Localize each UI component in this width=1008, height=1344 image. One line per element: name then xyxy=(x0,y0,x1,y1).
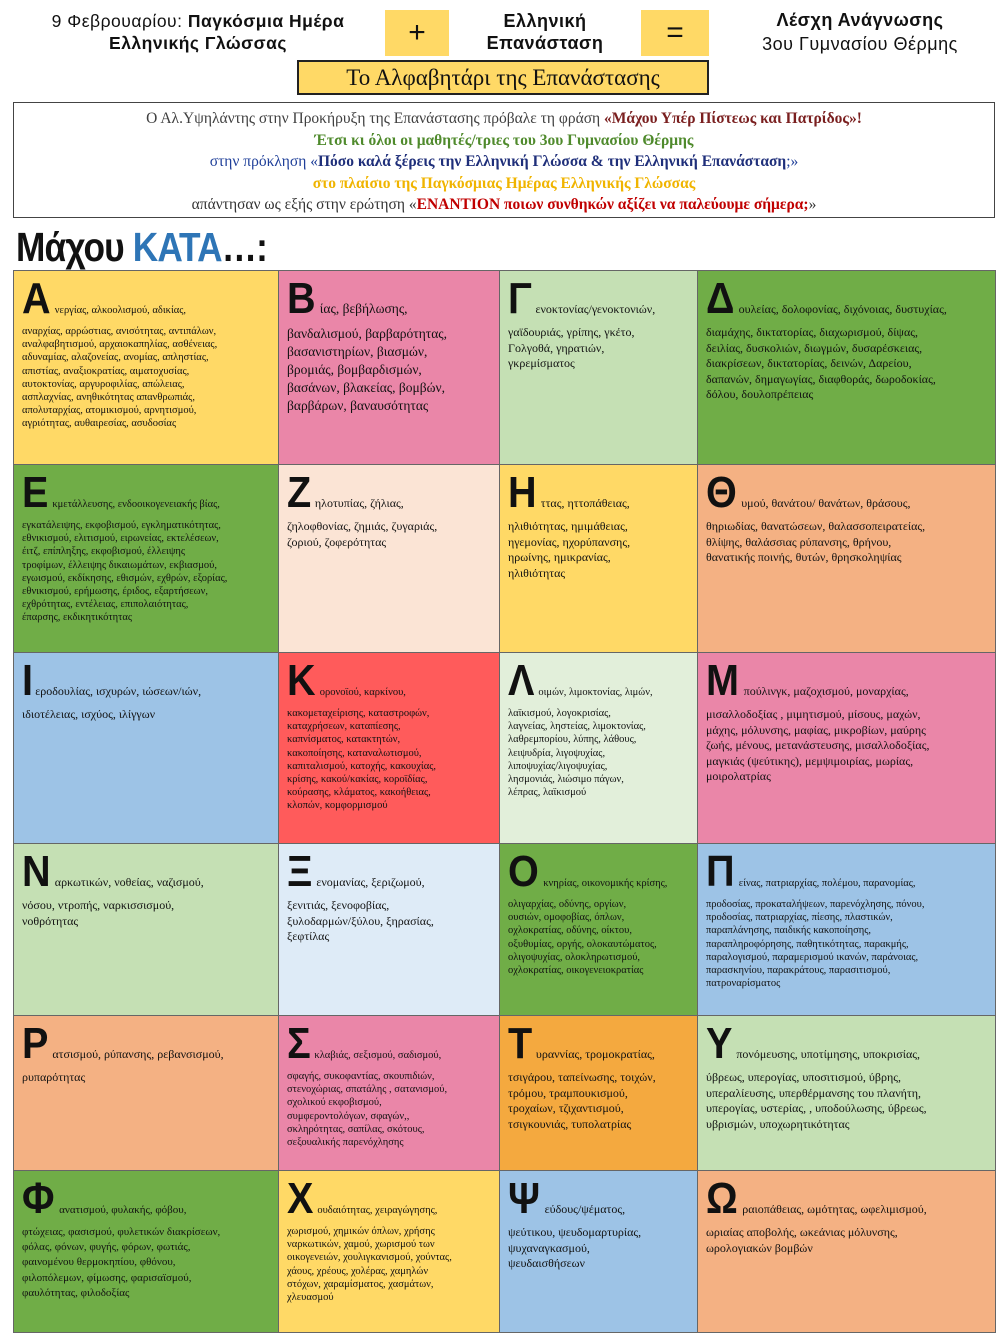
word-line: υβρισμών, υποχωρητικότητας xyxy=(706,1116,850,1131)
first-word: ουλείας, δολοφονίας, διχόνοιας, δυστυχίας, xyxy=(738,302,947,316)
letter-cell-head xyxy=(287,656,493,705)
letter-cell-head xyxy=(508,1019,691,1068)
word-line: καπνίσματος, κατακτητών, xyxy=(287,734,401,746)
first-word: νεργίας, αλκοολισμού, αδικίας, xyxy=(54,305,187,316)
word-list xyxy=(706,1225,989,1256)
word-line: φαυλότητας, φιλοδοξίας xyxy=(22,1286,130,1299)
first-word: κμετάλλευσης, ενδοοικογενειακής βίας, xyxy=(52,499,220,510)
word-line: ξυλοδαρμών/ξύλου, ξηρασίας, xyxy=(287,913,434,928)
letter-cell-head xyxy=(287,847,493,896)
letter-cell-head xyxy=(508,468,691,517)
initial-letter: Μ xyxy=(706,656,739,705)
initial-letter: Ι xyxy=(22,656,34,705)
first-word: είνας, πατριαρχίας, πολέμου, παρανομίας, xyxy=(738,878,916,889)
letter-cell xyxy=(14,271,279,465)
letter-cell xyxy=(14,465,279,653)
first-word: ίας, βεβήλωσης, xyxy=(319,301,408,316)
word-line: γκρεμίσματος xyxy=(508,356,575,371)
word-line: κακομεταχείρισης, καταστροφών, xyxy=(287,708,430,719)
word-list xyxy=(22,519,272,625)
initial-letter: Φ xyxy=(22,1174,55,1223)
first-word: ανατισμού, φυλακής, φόβου, xyxy=(59,1204,187,1216)
word-line: ηλιθιότητας, ημιμάθειας, xyxy=(508,519,628,533)
intro-line-1: Ο Αλ.Υψηλάντης στην Προκήρυξη της Επανάστασης πρόβαλε τη φράση «Μάχου Υπέρ Πίστεως και Πατρίδος»! xyxy=(146,110,862,127)
word-list xyxy=(508,1225,691,1272)
word-line: φαινομένου θερμοκηπίου, φθόνου, xyxy=(22,1256,176,1269)
word-list xyxy=(706,519,989,566)
letter-cell xyxy=(14,844,279,1016)
intro-line-3: στην πρόκληση «Πόσο καλά ξέρεις την Ελληνική Γλώσσα & την Ελληνική Επανάσταση;» xyxy=(209,153,799,170)
letter-cell-head xyxy=(287,468,493,517)
letter-cell-head xyxy=(508,274,691,323)
header-club: Λέσχη Ανάγνωσης xyxy=(776,10,944,30)
word-line: παραλογισμού, παραμερισμού ικανών, παράνοιας, xyxy=(706,951,919,963)
initial-letter: Ο xyxy=(508,847,539,896)
letter-cell-head xyxy=(706,1174,989,1223)
word-line: τσιγκουνιάς, τυπολατρίας xyxy=(508,1116,632,1131)
word-line: ηγεμονίας, ηχορύπανσης, xyxy=(508,534,631,549)
word-line: βασάνων, βλακείας, βομβών, xyxy=(287,380,445,395)
word-line: θλίψης, θαλάσσιας ρύπανσης, θρήνου, xyxy=(706,534,892,549)
initial-letter: Σ xyxy=(287,1019,311,1068)
word-line: λαϊκισμού, λογοκρισίας, xyxy=(508,708,611,719)
word-line: θηριωδίας, θανατώσεων, θαλασσοπειρατείας, xyxy=(706,519,926,533)
word-line: κούρασης, κλάματος, κακοήθειας, xyxy=(287,787,431,799)
first-word: κλαβιάς, σεξισμού, σαδισμού, xyxy=(314,1050,442,1061)
letter-cell-head xyxy=(706,1019,989,1068)
initial-letter: Λ xyxy=(508,656,535,705)
first-word: οιμών, λιμοκτονίας, λιμών, xyxy=(538,687,653,698)
word-line: μαγκιάς (ψεύτικης), μεμψιμοιρίας, μωρίας, xyxy=(706,753,914,768)
initial-letter: Ξ xyxy=(287,847,313,896)
word-line: εγκατάλειψης, εκφοβισμού, εγκληματικότητας, xyxy=(22,520,221,531)
initial-letter: Α xyxy=(22,274,51,323)
word-line: χάους, χρέους, χολέρας, χαμηλών xyxy=(287,1265,429,1277)
letter-cell xyxy=(279,1171,500,1333)
word-line: νοθρότητας xyxy=(22,913,79,928)
initial-letter: Χ xyxy=(287,1174,314,1223)
word-list xyxy=(287,898,493,945)
header-language: Ελληνικής Γλώσσας xyxy=(109,33,287,53)
initial-letter: Θ xyxy=(706,468,737,517)
letter-cell-head xyxy=(22,1019,272,1068)
word-line: αδυναμίας, αλαζονείας, ανομίας, απληστίας, xyxy=(22,352,209,364)
letter-cell xyxy=(279,465,500,653)
word-line: σκληρότητας, σαπίλας, σκότους, xyxy=(287,1123,425,1135)
word-line: κρίσης, κακού/κακίας, κοροϊδίας, xyxy=(287,774,428,786)
word-list xyxy=(706,898,989,990)
letter-cell-head xyxy=(508,656,691,705)
letter-cell xyxy=(500,271,698,465)
letter-cell xyxy=(279,271,500,465)
word-line: κλοπών, κομφορμισμού xyxy=(287,800,388,812)
word-line: παραπληροφόρησης, παθητικότητας, παρακμής, xyxy=(706,938,909,950)
letter-cell xyxy=(698,844,996,1016)
word-line: τρόμου, τραμπουκισμού, xyxy=(508,1085,628,1100)
header-school: 3ου Γυμνασίου Θέρμης xyxy=(762,34,958,54)
word-line: οχλοκρατίας, οικογενειοκρατίας xyxy=(508,965,644,977)
letter-cell-head xyxy=(287,274,493,323)
first-word: ατσισμού, ρύπανσης, ρεβανσισμού, xyxy=(52,1047,224,1061)
word-list xyxy=(287,1225,493,1304)
word-line: αυτοκτονίας, αργυροφιλίας, απώλειας, xyxy=(22,378,185,390)
intro-line-2: Έτσι κι όλοι οι μαθητές/τριες του 3ου Γυμνασίου Θέρμης xyxy=(314,131,694,149)
word-line: σχολικού εκφοβισμού, xyxy=(287,1097,382,1109)
letter-cell xyxy=(14,1016,279,1171)
word-line: λιποψυχίας/λιγοψυχίας, xyxy=(508,760,608,772)
word-list xyxy=(706,707,989,785)
word-line: λειψυδρία, λιγοψυχίας, xyxy=(508,747,606,759)
word-line: λαγνείας, ληστείας, λιμοκτονίας, xyxy=(508,721,646,733)
first-word: κνηρίας, οικονομικής κρίσης, xyxy=(543,878,668,889)
word-line: ιδιοτέλειας, ισχύος, ιλίγγων xyxy=(22,707,156,721)
word-line: ωρολογιακών βομβών xyxy=(706,1240,813,1255)
word-line: ρυπαρότητας xyxy=(22,1070,86,1084)
word-line: καταχρήσεων, καταπίεσης, xyxy=(287,721,401,733)
letter-cell-head xyxy=(22,274,272,323)
letter-cell-head xyxy=(706,468,989,517)
word-line: χλευασμού xyxy=(287,1292,334,1304)
word-line: ξενιτιάς, ξενοφοβίας, xyxy=(287,898,390,912)
word-line: βαρβάρων, βαναυσότητας xyxy=(287,398,429,413)
word-list xyxy=(22,1225,272,1301)
word-list xyxy=(508,519,691,581)
initial-letter: Δ xyxy=(706,274,735,323)
first-word: πονόμευσης, υποτίμησης, υποκρισίας, xyxy=(736,1047,921,1061)
first-word: υμού, θανάτου/ θανάτων, θράσους, xyxy=(741,496,911,510)
word-line: ηλιθιότητας xyxy=(508,565,566,580)
word-line: ζωής, μένους, μετανάστευσης, μισαλλοδοξίας, xyxy=(706,738,930,753)
letter-cell-head xyxy=(508,847,691,896)
initial-letter: Ν xyxy=(22,847,51,896)
header-date: 9 Φεβρουαρίου: xyxy=(51,11,188,31)
word-line: παρασκηνίου, παρακράτους, παρασιτισμού, xyxy=(706,965,891,977)
word-line: ναρκωτικών, χαμού, χωρισμού των xyxy=(287,1239,435,1251)
word-line: έπαρσης, εκδικητικότητας xyxy=(22,612,132,624)
initial-letter: Β xyxy=(287,274,316,323)
letter-cell-head xyxy=(508,1174,691,1223)
first-word: ουδαιότητας, χειραγώγησης, xyxy=(317,1205,438,1216)
word-line: υπερογίας, υστερίας, , υποδούλωσης, ύβρεως, xyxy=(706,1101,927,1116)
word-list xyxy=(508,707,691,799)
header-left xyxy=(18,10,378,54)
letter-cell xyxy=(698,465,996,653)
first-word: υραννίας, τρομοκρατίας, xyxy=(535,1047,655,1061)
first-word: ραιοπάθειας, ωμότητας, ωφελιμισμού, xyxy=(742,1202,927,1216)
word-list xyxy=(22,707,272,723)
word-line: αναρχίας, αρρώστιας, ανισότητας, αντιπάλων, xyxy=(22,326,217,337)
letter-cell xyxy=(500,1016,698,1171)
intro-line-5: απάντησαν ως εξής στην ερώτηση «ΕΝΑΝΤΙΟΝ ποιων συνθηκών αξίζει να παλεύουμε σήμερα;» xyxy=(191,196,817,213)
word-line: ζηλοφθονίας, ζημιάς, ζυγαριάς, xyxy=(287,519,438,533)
letter-cell xyxy=(698,271,996,465)
letter-cell xyxy=(14,1171,279,1333)
word-line: μοιρολατρίας xyxy=(706,769,771,784)
header-right xyxy=(720,8,1000,56)
word-line: καπιταλισμού, κατοχής, κακουχίας, xyxy=(287,760,437,772)
word-line: μάχης, μόλυνσης, μαφίας, μικροβίων, μαύρης xyxy=(706,722,926,737)
first-word: ηλοτυπίας, ζήλιας, xyxy=(314,496,404,510)
word-line: εχθρότητας, εντέλειας, επιπολαιότητας, xyxy=(22,599,189,611)
alphabet-grid xyxy=(13,270,996,1333)
word-line: ζοριού, ζοφερότητας xyxy=(287,534,387,549)
letter-cell xyxy=(279,653,500,844)
initial-letter: Ψ xyxy=(508,1174,541,1223)
letter-cell xyxy=(500,653,698,844)
word-line: βρομιάς, βομβαρδισμών, xyxy=(287,362,422,377)
word-line: ολιγαρχίας, οδύνης, οργίων, xyxy=(508,899,627,910)
word-line: κακοποίησης, καταναλωτισμού, xyxy=(287,747,422,759)
word-list xyxy=(22,325,272,431)
word-line: οχλοκρατίας, οδύνης, οίκτου, xyxy=(508,925,632,937)
word-line: προδοσίας, προκαταλήψεων, παρενόχλησης, πόνου, xyxy=(706,899,925,910)
word-line: ψευδαισθήσεων xyxy=(508,1256,585,1271)
first-word: ορονοϊού, καρκίνου, xyxy=(319,687,406,698)
word-line: διακρίσεων, δικτατορίας, δεινών, Δαρείου, xyxy=(706,356,912,371)
word-line: αναλφαβητισμού, αρχαιοκαπηλίας, ασθένειας, xyxy=(22,339,218,351)
word-line: στενοχώριας, σπατάλης , σατανισμού, xyxy=(287,1084,448,1096)
word-list xyxy=(287,707,493,813)
first-word: εροδουλίας, ισχυρών, ιώσεων/ιών, xyxy=(35,684,202,698)
word-line: ασπλαχνίας, ανηθικότητας απανθρωπιάς, xyxy=(22,392,195,404)
word-line: μισαλλοδοξίας , μιμητισμού, μίσους, μαχών, xyxy=(706,707,921,721)
word-list xyxy=(287,1070,493,1149)
initial-letter: Ω xyxy=(706,1174,738,1223)
letter-cell xyxy=(698,1016,996,1171)
word-line: έιτζ, επίπληξης, εκφοβισμού, έλλειψης xyxy=(22,546,186,558)
letter-cell-head xyxy=(22,847,272,896)
word-list xyxy=(508,898,691,977)
header-day-name: Παγκόσμια Ημέρα xyxy=(187,11,345,31)
word-line: ύβρεως, υπερογίας, υποσιτισμού, ύβρης, xyxy=(706,1070,901,1084)
word-list xyxy=(287,519,493,550)
page-title: Το Αλφαβητάρι της Επανάστασης xyxy=(297,60,709,95)
word-line: συμφεροντολόγων, σφαγών,, xyxy=(287,1110,410,1122)
word-line: βασανιστηρίων, βιασμών, xyxy=(287,344,428,359)
word-line: τροφίμων, έλλειψης δικαιωμάτων, εκβιασμού, xyxy=(22,559,218,571)
word-line: αγριότητας, αυθαιρεσίας, ασυδοσίας xyxy=(22,418,177,430)
letter-cell xyxy=(500,1171,698,1333)
header-middle xyxy=(455,10,635,54)
word-line: απολυταρχίας, ατομικισμού, αρνητισμού, xyxy=(22,405,197,417)
letter-cell-head xyxy=(706,847,989,896)
letter-cell xyxy=(500,844,698,1016)
initial-letter: Ρ xyxy=(22,1019,49,1068)
first-word: ττας, ηττοπάθειας, xyxy=(540,496,630,510)
word-line: υπεραλίευσης, υπερθέρμανσης του πλανήτη, xyxy=(706,1085,922,1100)
intro-line-4: στο πλαίσιο της Παγκόσμιας Ημέρας Ελληνικής Γλώσσας xyxy=(312,174,696,192)
letter-cell-head xyxy=(22,1174,272,1223)
word-line: οξυθυμίας, οργής, ολοκαυτώματος, xyxy=(508,938,657,950)
letter-cell-head xyxy=(287,1174,493,1223)
word-list xyxy=(508,325,691,372)
word-line: λησμονιάς, λιώσιμο πάγων, xyxy=(508,774,624,786)
word-line: δαπανών, δημαγωγίας, διαφθοράς, δωροδοκίας, xyxy=(706,371,936,386)
initial-letter: Κ xyxy=(287,656,316,705)
letter-cell-head xyxy=(706,274,989,323)
word-line: τσιγάρου, ταπείνωσης, τοιχών, xyxy=(508,1070,656,1084)
letter-cell xyxy=(14,653,279,844)
equals-sign: = xyxy=(641,10,709,56)
header-mid-line2: Επανάσταση xyxy=(486,33,604,53)
initial-letter: Ζ xyxy=(287,468,312,517)
word-line: νόσου, ντροπής, ναρκισσισμού, xyxy=(22,898,175,912)
initial-letter: Υ xyxy=(706,1019,733,1068)
letter-cell xyxy=(279,844,500,1016)
word-line: οικογενειών, χουλιγκανισμού, χούντας, xyxy=(287,1252,452,1264)
word-line: εθνικισμού, ερήμωσης, έριδος, εξαρτήσεων, xyxy=(22,586,208,598)
word-line: προδοσίας, πατριαρχίας, πίεσης, πλαστικών, xyxy=(706,912,893,924)
initial-letter: Τ xyxy=(508,1019,533,1068)
word-line: ωριαίας αποβολής, ωκεάνιας μόλυνσης, xyxy=(706,1225,898,1239)
word-line: φτώχειας, φασισμού, φυλετικών διακρίσεων, xyxy=(22,1226,221,1238)
word-line: ηρωίνης, ημικρανίας, xyxy=(508,550,611,565)
letter-cell-head xyxy=(22,468,272,517)
first-word: ενοκτονίας/γενοκτονιών, xyxy=(535,302,656,316)
word-list xyxy=(706,325,989,403)
word-line: σεξουαλικής παρενόχλησης xyxy=(287,1137,404,1149)
word-line: δόλου, δουλοπρέπειας xyxy=(706,387,814,402)
intro-box xyxy=(13,102,995,218)
word-line: Γολγοθά, γηρατιών, xyxy=(508,340,605,355)
word-line: λέπρας, λαϊκισμού xyxy=(508,787,587,799)
word-line: ξεφτίλας xyxy=(287,929,330,944)
first-word: ενομανίας, ξεριζωμού, xyxy=(316,875,425,889)
word-line: λαθρεμπορίου, λύπης, λάθους, xyxy=(508,734,637,746)
word-line: σφαγής, συκοφαντίας, σκουπιδιών, xyxy=(287,1071,435,1082)
word-line: γαϊδουριάς, γρίπης, γκέτο, xyxy=(508,325,635,339)
main-heading: Μάχου ΚΑΤΑ…: xyxy=(16,224,268,270)
first-word: εύδους/ψέματος, xyxy=(544,1202,626,1216)
word-list xyxy=(22,898,272,929)
word-line: εγωισμού, εκδίκησης, εθισμών, εχθρών, εξορίας, xyxy=(22,572,228,584)
word-line: ψυχαναγκασμού, xyxy=(508,1240,590,1255)
letter-cell-head xyxy=(706,656,989,705)
plus-sign: + xyxy=(385,10,449,56)
header-mid-line1: Ελληνική xyxy=(503,11,587,31)
word-line: βανδαλισμού, βαρβαρότητας, xyxy=(287,326,448,341)
word-line: χωρισμού, χημικών όπλων, χρήσης xyxy=(287,1226,435,1237)
word-list xyxy=(706,1070,989,1132)
initial-letter: Ε xyxy=(22,468,49,517)
word-list xyxy=(287,325,493,415)
word-list xyxy=(22,1070,272,1086)
word-line: φιλοπόλεμων, φίμωσης, φαρισαϊσμού, xyxy=(22,1271,192,1284)
first-word: αρκωτικών, νοθείας, ναζισμού, xyxy=(54,875,204,889)
initial-letter: Π xyxy=(706,847,735,896)
word-list xyxy=(508,1070,691,1132)
word-line: τροχαίων, τζιχαντισμού, xyxy=(508,1101,624,1116)
word-line: ουσιών, ομοφοβίας, όπλων, xyxy=(508,912,625,924)
word-line: απιστίας, αναξιοκρατίας, αιματοχυσίας, xyxy=(22,365,190,377)
letter-cell xyxy=(698,1171,996,1333)
word-line: ολιγοψυχίας, ολοκληρωτισμού, xyxy=(508,951,641,963)
first-word: πούλινγκ, μαζοχισμού, μοναρχίας, xyxy=(743,684,909,698)
word-line: στόχων, χαραμίσματος, χασμάτων, xyxy=(287,1278,434,1290)
letter-cell xyxy=(500,465,698,653)
word-line: ψεύτικου, ψευδομαρτυρίας, xyxy=(508,1225,642,1239)
word-line: διαμάχης, δικτατορίας, διαχωρισμού, δίψας, xyxy=(706,325,918,339)
initial-letter: Η xyxy=(508,468,537,517)
letter-cell xyxy=(698,653,996,844)
letter-cell xyxy=(279,1016,500,1171)
word-line: εθνικισμού, ελιτισμού, ειρωνείας, εκτελέσεων, xyxy=(22,533,219,545)
word-line: δειλίας, δυσκολιών, διωγμών, δυσαρέσκειας, xyxy=(706,340,923,355)
word-line: φόλας, φόνων, φυγής, φόρων, φωτιάς, xyxy=(22,1241,191,1254)
letter-cell-head xyxy=(22,656,272,705)
word-line: θανατικής ποινής, θυτών, θρησκοληψίας xyxy=(706,550,902,565)
letter-cell-head xyxy=(287,1019,493,1068)
word-line: παραπλάνησης, παιδικής κακοποίησης, xyxy=(706,925,872,937)
initial-letter: Γ xyxy=(508,274,532,323)
word-line: πατροναρίσματος xyxy=(706,978,781,990)
